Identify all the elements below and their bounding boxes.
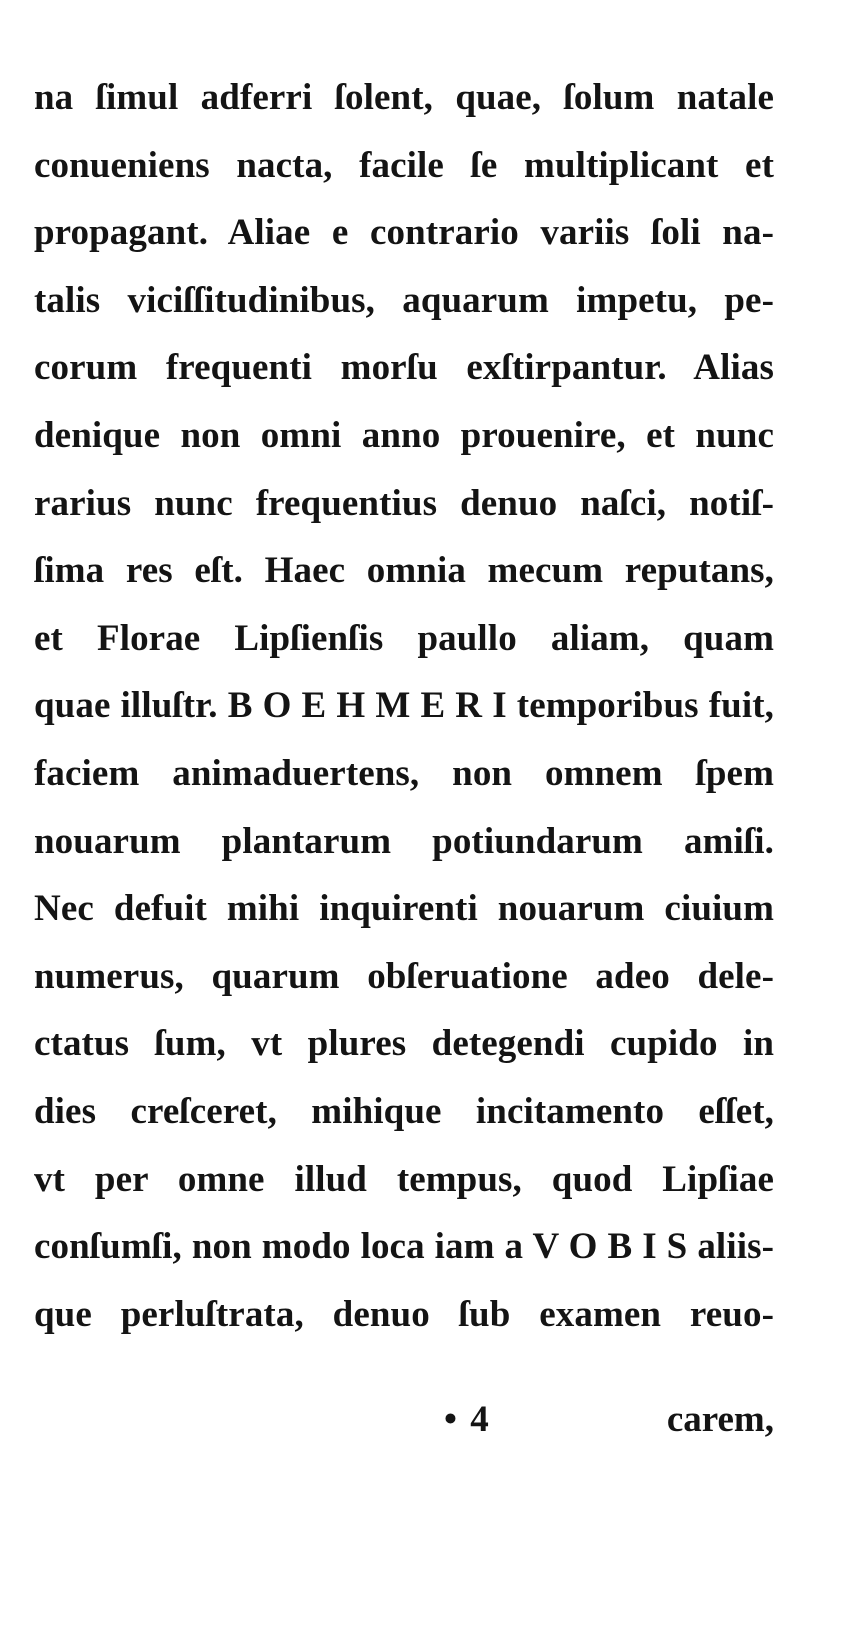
- body-text: [34, 64, 774, 1348]
- text-line: rarius nunc frequentius denuo naſci, notiſ-: [34, 482, 774, 524]
- text-line: talis viciſſitudinibus, aquarum impetu, pe-: [34, 279, 774, 321]
- text-line: Nec defuit mihi inquirenti nouarum ciuium: [34, 888, 774, 930]
- catchword: carem,: [666, 1399, 774, 1440]
- text-line: corum frequenti morſu exſtirpantur. Alias: [34, 347, 774, 389]
- text-line: ctatus ſum, vt plures detegendi cupido in: [34, 1023, 774, 1065]
- page-footer: [34, 1395, 774, 1445]
- text-line: denique non omni anno prouenire, et nunc: [34, 414, 774, 456]
- text-line: que perluſtrata, denuo ſub examen reuo-: [34, 1293, 774, 1335]
- text-line: dies creſceret, mihique incitamento eſſet,: [34, 1090, 774, 1132]
- text-line: propagant. Aliae e contrario variis ſoli na-: [34, 212, 774, 254]
- text-line: faciem animaduertens, non omnem ſpem: [34, 752, 774, 794]
- text-line: nouarum plantarum potiundarum amiſi.: [34, 820, 774, 862]
- text-line: et Florae Lipſienſis paullo aliam, quam: [34, 617, 774, 659]
- text-line: numerus, quarum obſeruatione adeo dele-: [34, 955, 774, 997]
- text-line: quae illuſtr. B O E H M E R I temporibus fuit,: [34, 685, 774, 727]
- text-line: ſima res eſt. Haec omnia mecum reputans,: [34, 550, 774, 592]
- text-line: vt per omne illud tempus, quod Lipſiae: [34, 1158, 774, 1200]
- text-line: conueniens nacta, facile ſe multiplicant et: [34, 144, 774, 186]
- text-line: na ſimul adferri ſolent, quae, ſolum natale: [34, 77, 774, 118]
- text-line: conſumſi, non modo loca iam a V O B I S aliis-: [34, 1226, 774, 1268]
- signature-mark: • 4: [444, 1399, 491, 1440]
